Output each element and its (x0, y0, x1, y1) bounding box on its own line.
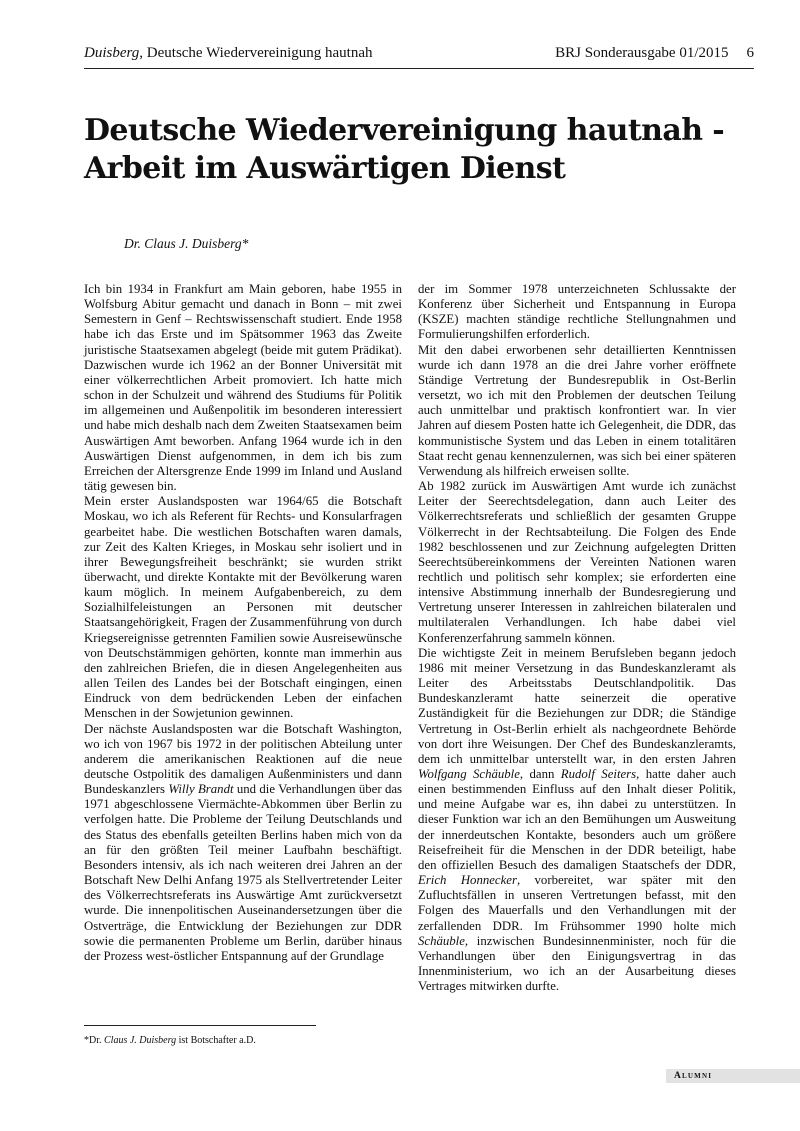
footnote-rule (84, 1025, 316, 1026)
article-title-line-1: Deutsche Wiedervereinigung hautnah - (84, 113, 725, 148)
article-author: Dr. Claus J. Duisberg* (124, 236, 249, 251)
person-name: Rudolf Seiters (560, 767, 637, 781)
person-name: Willy Brandt (168, 782, 234, 797)
paragraph: Mein erster Auslandsposten war 1964/65 die Botschaft Moskau, wo ich als Referent für Rechts- und Konsularfragen gearbeitet habe. Die westlichen Botschaften waren damals, zur Zeit des Kalten Krieges, in Moskau sehr isoliert und in ihrer Bewegungsfreiheit beschränkt; sie wurden strikt überwacht, und direkte Kontakte mit der Bevölkerung waren kaum möglich. In meinem Aufgabenbereich, zu dem Sozialhilfeleistungen an Personen mit deutscher Staatsangehörigkeit, Fragen der Zusammenführung von durch Kriegsereignisse getrennten Familien sowie Ausreisewünsche von Deutschstämmigen gehörten, konnte man immerhin aus den zahlreichen Briefen, die in diesen Angelegenheiten aus allen Teilen des Landes bei der Botschaft eingingen, einen Eindruck von dem bedrückenden Leben der einfachen Menschen in der Sowjetunion gewinnen. (84, 494, 402, 721)
footnote-suffix: ist Botschafter a.D. (176, 1035, 256, 1046)
header-author-name: Duisberg (84, 45, 140, 61)
body-column-left (84, 282, 402, 964)
footnote-prefix: Dr. (89, 1035, 104, 1046)
paragraph: Mit den dabei erworbenen sehr detaillierten Kenntnissen wurde ich dann 1978 an die drei Jahre vorher eröffnete Ständige Vertretung der Bundesrepublik in Ost-Berlin versetzt, wo ich mit den Problemen der deutschen Teilung auch unmittelbar und praktisch konfrontiert war. In vier Jahren auf diesem Posten hatte ich Gelegenheit, die DDR, das kommunistische System und das Leben in einem totalitären Staat recht genau kennenzulernen, was sich bei einer späteren Verwendung als hilfreich erweisen sollte. (418, 342, 736, 478)
article-title (84, 112, 744, 188)
header-right (555, 44, 754, 62)
paragraph: Die wichtigste Zeit in meinem Berufsleben begann jedoch 1986 mit meiner Versetzung in das Bundeskanzleramt als Leiter des Arbeitsstabs Deutschlandpolitik. Das Bundeskanzleramt hatte seinerzeit die operative Zuständigkeit für die Beziehungen zur DDR; die Ständige Vertretung in Ost-Berlin erhielt als nachgeordnete Behörde von dort ihre Weisungen. Der Chef des Bundeskanzleramts, dem ich unmittelbar unterstellt war, in den ersten Jahren Wolfgang Schäuble, dann Rudolf Seiters, hatte daher auch einen bestimmenden Einfluss auf den Inhalt dieser Politik, und meine Aufgabe war es, ihn dabei zu unterstützen. In dieser Funktion war ich an den Bemühungen um Ausweitung der innerdeutschen Kontakte, besonders auch um größere Reisefreiheit für die Menschen in der DDR beteiligt, habe den offiziellen Besuch des damaligen Staatschefs der DDR, Erich Honnecker, vorbereitet, war später mit den Zufluchtsfällen in unseren Vertretungen befasst, mit den Folgen des Mauerfalls und den Verhandlungen mit der zerfallenden DDR. Im Frühsommer 1990 holte mich Schäuble, inzwischen Bundesinnenminister, noch für die Verhandlungen über den Einigungsvertrag in das Innenministerium, wo ich an der Ausarbeitung dieses Vertrages mitwirken durfte. (418, 645, 736, 994)
footnote-marker: * (84, 1035, 89, 1046)
header-left (84, 44, 372, 62)
footnote (84, 1035, 256, 1047)
paragraph: Ab 1982 zurück im Auswärtigen Amt wurde ich zunächst Leiter der Seerechtsdelegation, dann auch Leiter des Völkerrechtsreferats und schließlich der gesamten Gruppe Völkerrecht in der Rechtsabteilung. Die Folgen des Ende 1982 beschlossenen und zur Zeichnung aufgelegten Dritten Seerechtsübereinkommens der Vereinten Nationen waren rechtlich und politisch sehr komplex; sie erforderten eine intensive Abstimmung innerhalb der Bundesregierung und Vertretung unserer Interessen in zahlreichen bilateralen und multilateralen Verhandlungen. Ich habe dabei viel Konferenzerfahrung sammeln können. (418, 479, 736, 645)
paragraph: der im Sommer 1978 unterzeichneten Schlussakte der Konferenz über Sicherheit und Entspannung in Europa (KSZE) machten ständige rechtliche Stellungnahmen und Formulierungshilfen erforderlich. (418, 282, 736, 342)
paragraph: Ich bin 1934 in Frankfurt am Main geboren, habe 1955 in Wolfsburg Abitur gemacht und danach in Bonn – mit zwei Semestern in Genf – Rechtswissenschaft studiert. Ende 1958 habe ich das Erste und im Spätsommer 1963 das Zweite juristische Staatsexamen abgelegt (beide mit gutem Prädikat). Dazwischen wurde ich 1962 an der Bonner Universität mit einer völkerrechtlichen Arbeit promoviert. Ich hatte mich schon in der Schulzeit und während des Studiums für Politik im allgemeinen und Außenpolitik im besonderen interessiert und habe mich deshalb nach dem Zweiten Staatsexamen beim Auswärtigen Amt beworben. Anfang 1964 wurde ich in den Auswärtigen Dienst aufgenommen, in dem ich bis zum Erreichen der Altersgrenze Ende 1999 im Inland und Ausland tätig gewesen bin. (84, 282, 402, 494)
person-name: Schäuble, (418, 933, 469, 948)
body-column-right (418, 282, 736, 994)
person-name: Erich Honnecker (418, 873, 517, 888)
person-name: Wolfgang Schäuble (418, 767, 520, 781)
header-rule (84, 68, 754, 69)
footnote-name: Claus J. Duisberg (104, 1035, 177, 1046)
section-tab-label: Alumni (674, 1071, 713, 1081)
header-running-title: , Deutsche Wiedervereinigung hautnah (139, 45, 373, 61)
page-number: 6 (746, 45, 754, 61)
article-title-line-2: Arbeit im Auswärtigen Dienst (84, 151, 566, 186)
paragraph: Der nächste Auslandsposten war die Botschaft Washington, wo ich von 1967 bis 1972 in der politischen Abteilung unter anderem die amerikanischen Reaktionen auf die neue deutsche Ostpolitik des damaligen Außenministers und dann Bundeskanzlers Willy Brandt und die Verhandlungen über das 1971 abgeschlossene Viermächte-Abkommen über Berlin zu verfolgen hatte. Die Probleme der Teilung Deutschlands und des Status des ebenfalls geteilten Berlins haben mich von da an für den größten Teil meiner Laufbahn beschäftigt. Besonders intensiv, als ich nach weiteren drei Jahren an der Botschaft New Delhi Anfang 1975 als Stellvertretender Leiter des Völkerrechtsreferats ins Auswärtige Amt zurückversetzt wurde. Die innenpolitischen Auseinandersetzungen über die Ostverträge, die Entwicklung der Beziehungen zur DDR sowie die permanenten Probleme um Berlin, darüber hinaus der Prozess west-östlicher Entspannung auf der Grundlage (84, 721, 403, 963)
header-journal: BRJ Sonderausgabe 01/2015 (555, 45, 729, 61)
